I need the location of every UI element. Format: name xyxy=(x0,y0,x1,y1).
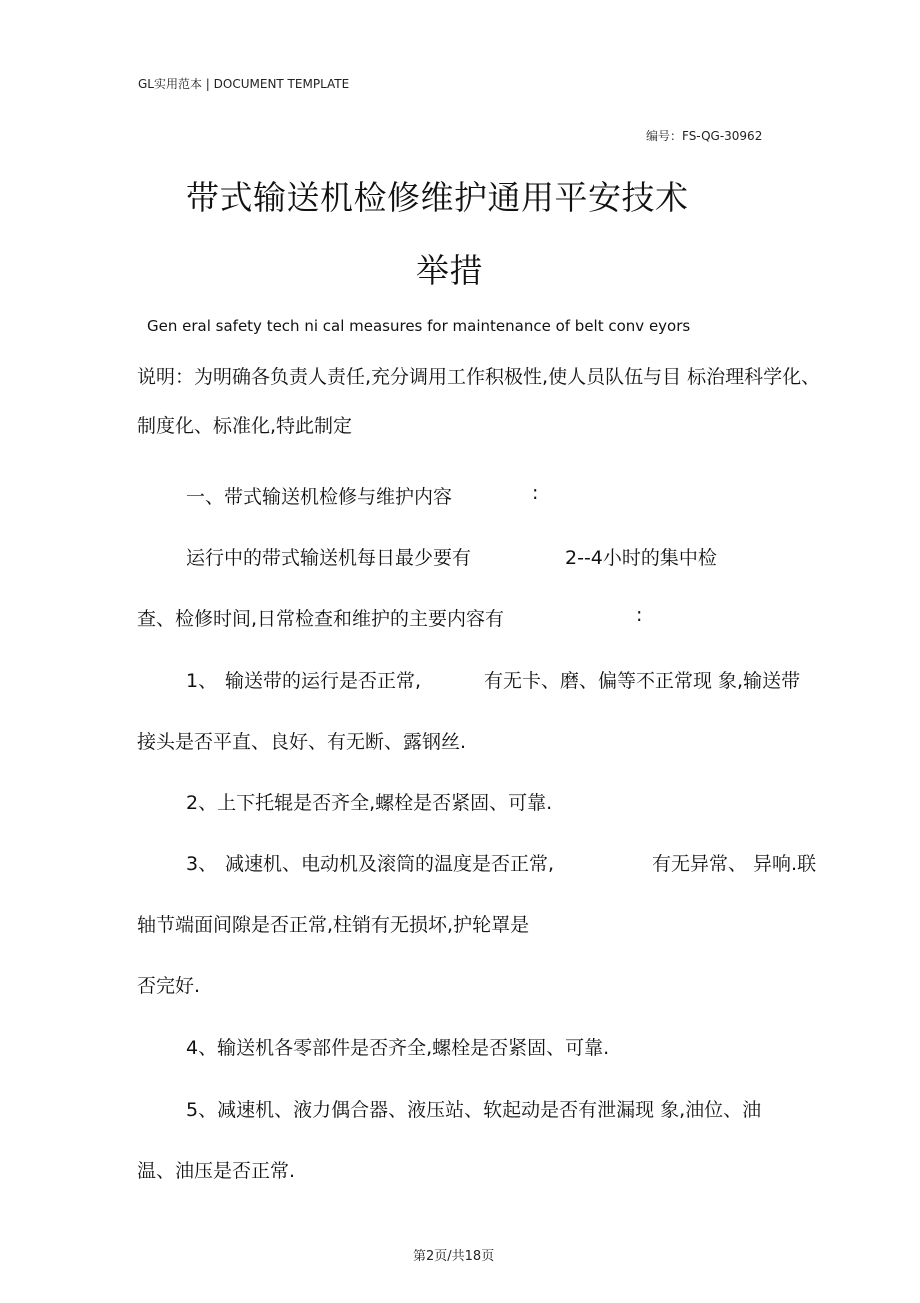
section-heading: 一、带式输送机检修与维护内容 xyxy=(186,486,453,508)
item1-text-part1: 输送带的运行是否正常, xyxy=(225,670,422,692)
item5-text: 5、减速机、液力偶合器、液压站、软起动是否有泄漏现 象,油位、油 xyxy=(186,1099,762,1121)
description-line1: 说明：为明确各负责人责任,充分调用工作积极性,使人员队伍与目 标治理科学化、 xyxy=(137,366,821,388)
document-title-line2: 举措 xyxy=(416,251,483,290)
item3-text-line2: 轴节端面间隙是否正常,柱销有无损坏,护轮罩是 xyxy=(137,914,530,936)
item2-text: 2、上下托辊是否齐全,螺栓是否紧固、可靠. xyxy=(186,792,553,814)
item1-text-part2: 有无卡、磨、偏等不正常现 象,输送带 xyxy=(484,670,801,692)
section-heading-colon: : xyxy=(532,482,539,504)
item3-number: 3、 xyxy=(186,853,218,875)
item3-text-part1: 减速机、电动机及滚筒的温度是否正常, xyxy=(225,853,555,875)
document-number: 编号：FS-QG-30962 xyxy=(646,129,763,143)
description-line2: 制度化、标准化,特此制定 xyxy=(137,415,353,437)
intro-text-part1: 运行中的带式输送机每日最少要有 xyxy=(186,547,472,569)
document-subtitle: Gen eral safety tech ni cal measures for maintenance of belt conv eyors xyxy=(147,317,691,335)
item1-text-line2: 接头是否平直、良好、有无断、露钢丝. xyxy=(137,731,467,753)
intro-text-line2: 查、检修时间,日常检查和维护的主要内容有 xyxy=(137,608,505,630)
document-title-line1: 带式输送机检修维护通用平安技术 xyxy=(186,178,689,217)
page-number: 第2页/共18页 xyxy=(413,1249,495,1264)
item1-number: 1、 xyxy=(186,670,218,692)
intro-text-part2: 2--4小时的集中检 xyxy=(565,547,717,569)
template-label: GL实用范本 | DOCUMENT TEMPLATE xyxy=(138,77,350,91)
item5-text-line2: 温、油压是否正常. xyxy=(137,1160,296,1182)
intro-colon: : xyxy=(636,604,643,626)
item3-text-part2: 有无异常、 异响.联 xyxy=(652,853,817,875)
item3-text-line3: 否完好. xyxy=(137,975,201,997)
item4-text: 4、输送机各零部件是否齐全,螺栓是否紧固、可靠. xyxy=(186,1037,610,1059)
